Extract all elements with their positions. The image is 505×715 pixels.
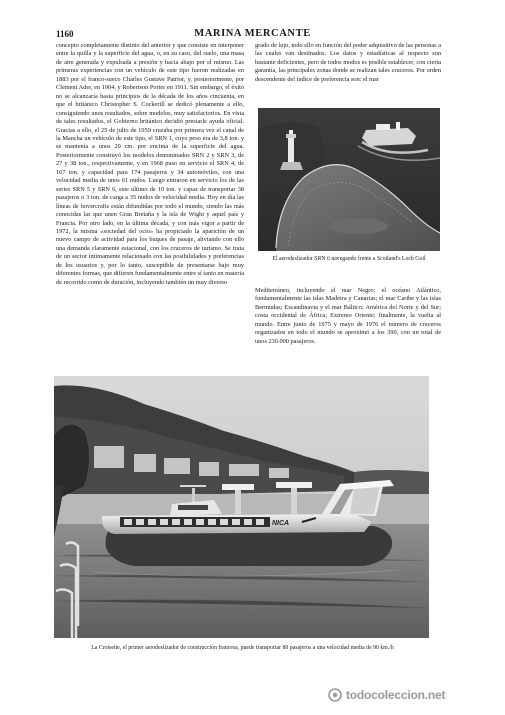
todocoleccion-logo-icon	[328, 688, 342, 702]
photo-srn6-caption: El aerodeslizador SRN 6 navegando frente a Scotland's Loch Goil	[272, 256, 426, 262]
hull-lettering: NICA	[272, 520, 290, 527]
article-column-left: concepto completamente distinto del anterior y que consiste en interponer entre la quilla y la superficie del agua, o, en su caso, del suelo, una masa de aire generada y expulsada a presión y hacia abajo por el mismo. Las primeras experiencias con un vehículo de este tipo fueron realizadas en 1883 por el franco-sueco Charles Gustave Patrior, y, posteriormente, por Clement Ader, en 1904, y Robertson Porter en 1911. Sin embargo, el éxito no se alcanzaría hasta principios de la década de los años cincuenta, en que el británico Christopher S. Cockerill se dedicó plenamente a ello, consiguiendo unos resultados, sobre modelos, muy satisfactorios. En vista de tales resultados, el Gobierno británico decidió prestarle ayuda oficial. Gracias a ello, el 25 de julio de 1959 cruzaba por primera vez el canal de la Mancha un vehículo de este tipo, el SRN 1, cuyo peso era de 3,8 ton. y se mantenía a unos 20 cm. por encima de la superficie del agua. Posteriormente construyó los modelos denominados SRN 2 y SRN 3, de 27 y 38 ton., respectivamente, y en 1968 puso en servicio el SRN 4, de 167 ton. y capacidad para 174 pasajeros y 34 automóviles, con una velocidad media de unos 61 nudos. Luego entraron en servicio los de las series SRN 5 y SRN 6, este último de 10 ton. y capaz de transportar 38 pasajeros o 3 ton. de carga a 35 nudos de velocidad media. Hoy en día las líneas de hovercrafts están difundidas por todo el mundo, siendo las más conocidas las que unen Gran Bretaña y la isla de Wight y aquel país y Francia. Por otro lado, en la última década, y con más vigor a partir de 1972, la misma «sociedad del ocio» ha propiciado la aparición de un nuevo campo de actividad para los buques de pasaje, aliviando con ello una demanda claramente estacional, con los cruceros de turismo. Se trata de un sector íntimamente relacionado con las posibilidades y preferencias de los usuarios y, por lo tanto, susceptible de presentarse bajo muy diferentes formas, que difieren fundamentalmente entre sí tanto en materia de recorrido como de duración, incluyendo también un muy diverso	[56, 42, 244, 286]
article-column-right-top: grado de lujo, todo ello en función del poder adquisitivo de las personas a las cuales van destinados. Los datos y estadísticas al respecto son bastante deficientes, pero de todos modos es posible establecer, con cierta garantía, las principales zonas donde se realizan tales cruceros. Por orden descendente del índice de preferencia son: el mar	[255, 42, 441, 83]
photo-srn6-hovercraft	[258, 108, 440, 251]
running-header: MARINA MERCANTE	[194, 28, 311, 39]
article-column-right-bottom: Mediterráneo, incluyendo el mar Negro; el océano Atlántico, fundamentalmente las islas Madeira y Canarias; el mar Caribe y las islas Bermudas; Escandinavia y el mar Báltico; América del Norte y del Sur; costa occidental de África; Extremo Oriente; finalmente, la vuelta al mundo. Entre junio de 1975 y mayo de 1976 el número de cruceros organizados en todo el mundo se aproximó a los 390, con un total de unos 230.000 pasajeros.	[255, 287, 441, 345]
watermark-text: todocoleccion.net	[346, 688, 446, 702]
photo-la-croisette-caption: La Croisette, el primer aerodeslizador de construcción francesa, puede transportar 80 pasajeros a una velocidad media de 90 km./h	[91, 645, 394, 651]
watermark	[328, 685, 498, 705]
photo-la-croisette-hovercraft	[54, 376, 429, 638]
page-number: 1160	[56, 29, 74, 39]
